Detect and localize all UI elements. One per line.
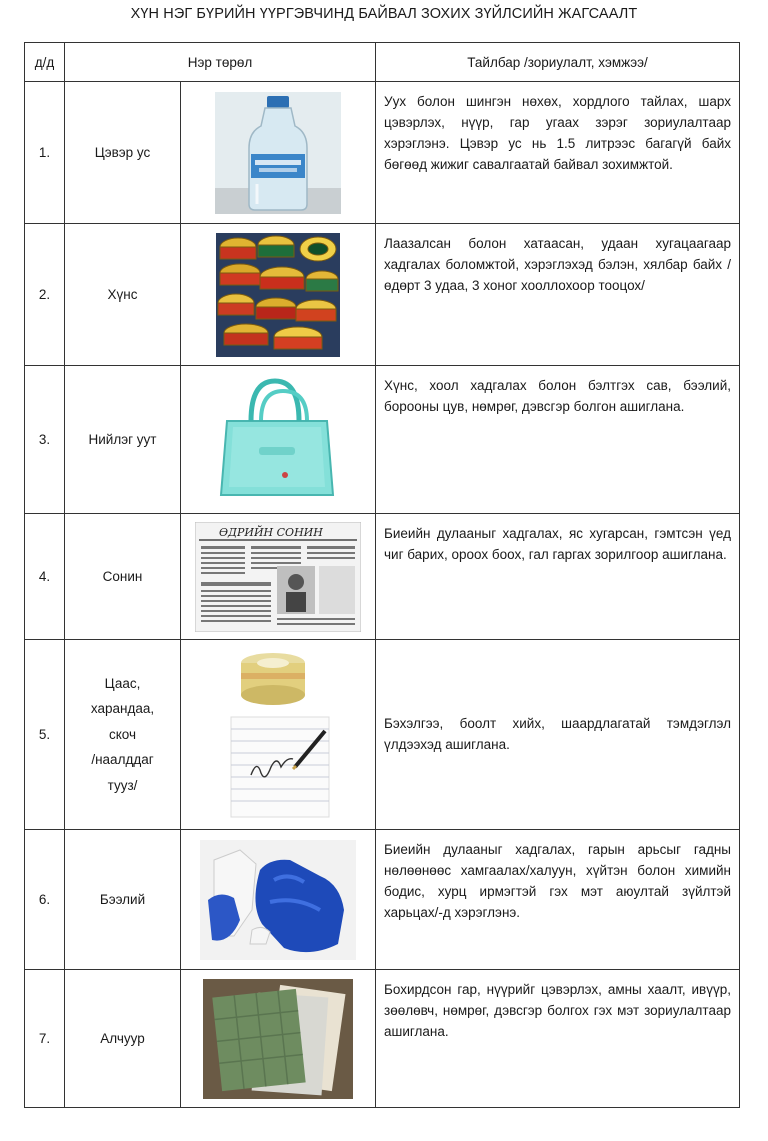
table-row xyxy=(25,640,740,830)
item-image-cell xyxy=(181,224,376,366)
table-row xyxy=(25,224,740,366)
supply-list-table xyxy=(24,42,740,1108)
row-number: 6. xyxy=(25,830,65,970)
page-title: ХҮН НЭГ БҮРИЙН ҮҮРГЭВЧИНД БАЙВАЛ ЗОХИХ ЗҮЙЛСИЙН ЖАГСААЛТ xyxy=(130,6,638,22)
tape-and-paper-photo xyxy=(223,647,333,823)
newspaper-photo xyxy=(195,522,361,632)
item-image-cell xyxy=(181,366,376,514)
row-number: 7. xyxy=(25,970,65,1108)
item-name: Нийлэг уут xyxy=(65,366,181,514)
row-number: 1. xyxy=(25,82,65,224)
table-row xyxy=(25,366,740,514)
item-name: Бээлий xyxy=(65,830,181,970)
table-row xyxy=(25,970,740,1108)
item-name-line: харандаа, xyxy=(90,701,155,717)
header-desc: Тайлбар /зориулалт, хэмжээ/ xyxy=(376,43,740,82)
plastic-bag-photo xyxy=(213,377,343,503)
item-name xyxy=(65,640,181,830)
gloves-photo xyxy=(200,840,356,960)
item-image-cell xyxy=(181,970,376,1108)
item-name: Алчуур xyxy=(65,970,181,1108)
item-description: Бэхэлгээ, боолт хийх, шаардлагатай тэмдэглэл үлдээхэд ашиглана. xyxy=(376,640,740,830)
item-description: Хүнс, хоол хадгалах болон бэлтгэх сав, бээлий, борооны цув, нөмрөг, дэвсгэр болгон ашиглана. xyxy=(376,366,740,514)
header-name: Нэр төрөл xyxy=(65,43,376,82)
item-name-line: /наалддаг xyxy=(91,752,154,768)
table-row xyxy=(25,82,740,224)
item-name-line: тууз/ xyxy=(107,777,138,793)
item-description: Биеийн дулааныг хадгалах, яс хугарсан, гэмтсэн үед чиг барих, ороох боох, гал гаргах зорилгоор ашиглана. xyxy=(376,514,740,640)
towels-photo xyxy=(203,979,353,1099)
header-row xyxy=(25,43,740,82)
item-image-cell xyxy=(181,514,376,640)
item-name: Цэвэр ус xyxy=(65,82,181,224)
row-number: 5. xyxy=(25,640,65,830)
water-bottle-photo xyxy=(215,92,341,214)
item-image-cell xyxy=(181,830,376,970)
item-image-cell xyxy=(181,82,376,224)
row-number: 4. xyxy=(25,514,65,640)
canned-food-photo xyxy=(216,233,340,357)
item-name-line: Цаас, xyxy=(104,675,141,691)
item-name: Хүнс xyxy=(65,224,181,366)
header-num: д/д xyxy=(25,43,65,82)
row-number: 2. xyxy=(25,224,65,366)
row-number: 3. xyxy=(25,366,65,514)
item-description: Бохирдсон гар, нүүрийг цэвэрлэх, амны хаалт, ивүүр, зөөлөвч, нөмрөг, дэвсгэр болгох гэх мэт зориулалтаар ашиглана. xyxy=(376,970,740,1108)
newspaper-masthead: ӨДРИЙН СОНИН xyxy=(219,525,323,539)
item-description: Биеийн дулааныг хадгалах, гарын арьсыг гадны нөлөөнөөс хамгаалах/халуун, хүйтэн болон химийн бодис, хурц ирмэгтэй гэх мэт аюултай зүйлтэй харьцах/-д хэрэглэнэ. xyxy=(376,830,740,970)
item-name-line: скоч xyxy=(108,726,137,742)
item-description: Уух болон шингэн нөхөх, хордлого тайлах, шарх цэвэрлэх, нүүр, гар угаах зэрэг зориулалтаар хэрэглэнэ. Цэвэр ус нь 1.5 литрээс багагүй байх бөгөөд жижиг савалгаатай байвал зохимжтой. xyxy=(376,82,740,224)
table-row xyxy=(25,514,740,640)
table-row xyxy=(25,830,740,970)
item-description: Лаазалсан болон хатаасан, удаан хугацаагаар хадгалах боломжтой, хэрэглэхэд бэлэн, хялбар байх /өдөрт 3 удаа, 3 хоног хооллохоор тооцох/ xyxy=(376,224,740,366)
item-image-cell xyxy=(181,640,376,830)
item-name: Сонин xyxy=(65,514,181,640)
